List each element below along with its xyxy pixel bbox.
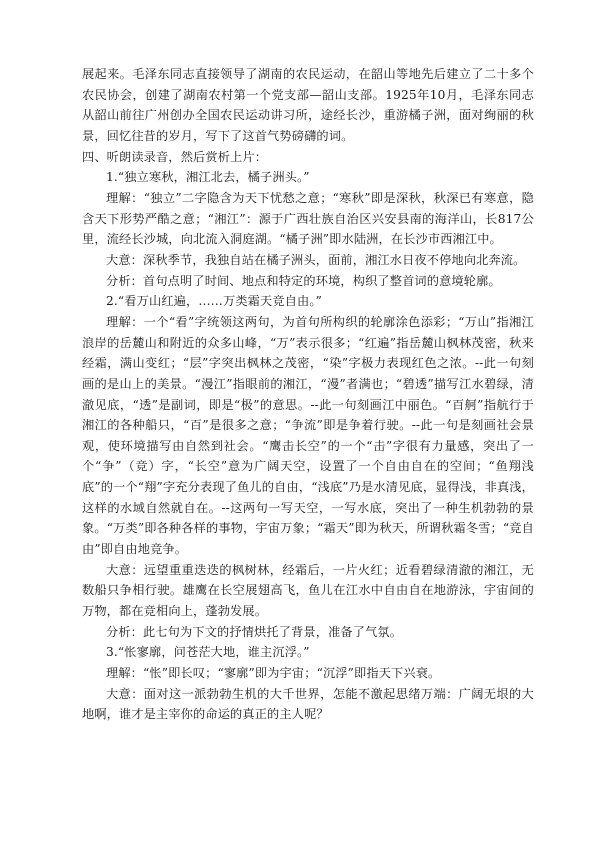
paragraph-meaning-3: 大意：面对这一派勃勃生机的大千世界，怎能不激起思绪万端：广阔无垠的大地啊，谁才是主宰你的命运的真正的主人呢？ <box>82 686 534 722</box>
paragraph-analysis-2: 分析：此七句为下文的抒情烘托了背景，准备了气氛。 <box>106 624 403 639</box>
paragraph-meaning-1: 大意：深秋季节，我独自站在橘子洲头，面前，湘江水日夜不停地向北奔流。 <box>106 252 526 267</box>
quote-line-3: 3.“怅寥廓，问苍茫大地，谁主沉浮。” <box>106 645 310 660</box>
paragraph-background: 展起来。毛泽东同志直接领导了湖南的农民运动，在韶山等地先后建立了二十多个农民协会，创建了湖南农村第一个党支部—韶山支部。1925年10月，毛泽东同志从韶山前往广州创办全国农民运动讲习所，途经长沙，重游橘子洲，面对绚丽的秋景，回忆往昔的岁月，写下了这首气势磅礴的词。 <box>82 67 534 143</box>
paragraph-understanding-3: 理解：“怅”即长叹；“寥廓”即为宇宙；“沉浮”即指天下兴衰。 <box>106 666 441 681</box>
quote-line-2: 2.“看万山红遍，……万类霜天竞自由。” <box>106 294 322 309</box>
quote-line-1: 1.“独立寒秋，湘江北去，橘子洲头。” <box>106 170 310 185</box>
document-body <box>82 64 534 725</box>
paragraph-understanding-1: 理解：“独立”二字隐含为天下忧愁之意；“寒秋”即是深秋，秋深已有寒意，隐含天下形势严酷之意；“湘江”：源于广西壮族自治区兴安县南的海洋山，长817公里，流经长沙城，向北流入洞庭湖。“橘子洲”即水陆洲，在长沙市西湘江中。 <box>82 190 534 247</box>
section-heading-listen: 四、听朗读录音，然后赏析上片： <box>82 149 268 164</box>
paragraph-meaning-2: 大意：远望重重迭迭的枫树林，经霜后，一片火红；近看碧绿清澈的湘江，无数船只争相行驶。雄鹰在长空展翅高飞，鱼儿在江水中自由自在地游泳，宇宙间的万物，都在竞相向上，蓬勃发展。 <box>82 562 534 619</box>
paragraph-analysis-1: 分析：首句点明了时间、地点和特定的环境，构织了整首词的意境轮廓。 <box>106 273 501 288</box>
paragraph-understanding-2: 理解：一个“看”字统领这两句，为首句所构织的轮廓涂色添彩；“万山”指湘江浪岸的岳麓山和附近的众多山峰，“万”表示很多；“红遍”指岳麓山枫林茂密，秋来经霜，满山变红；“层”字突出枫林之茂密，“染”字极力表现红色之浓。--此一句刻画的是山上的美景。“漫江”指眼前的湘江，“漫”者满也；“碧透”描写江水碧绿，清澈见底，“透”是副词，即是“极”的意思。--此一句刻画江中丽色。“百舸”指航行于湘江的各种船只，“百”是很多之意；“争流”即是争着行驶。--此一句是刻画社会景观，使环境描写由自然到社会。“鹰击长空”的一个“击”字很有力量感，突出了一个“争”（竞）字，“长空”意为广阔天空，设置了一个自由自在的空间；“鱼翔浅底”的一个“翔”字充分表现了鱼儿的自由，“浅底”乃是水清见底，显得浅，非真浅，这样的水域自然就自在。--这两句一写天空，一写水底，突出了一种生机勃勃的景象。“万类”即各种各样的事物，宇宙万象；“霜天”即为秋天，所谓秋霜冬雪；“竞自由”即自由地竞争。 <box>82 314 534 557</box>
